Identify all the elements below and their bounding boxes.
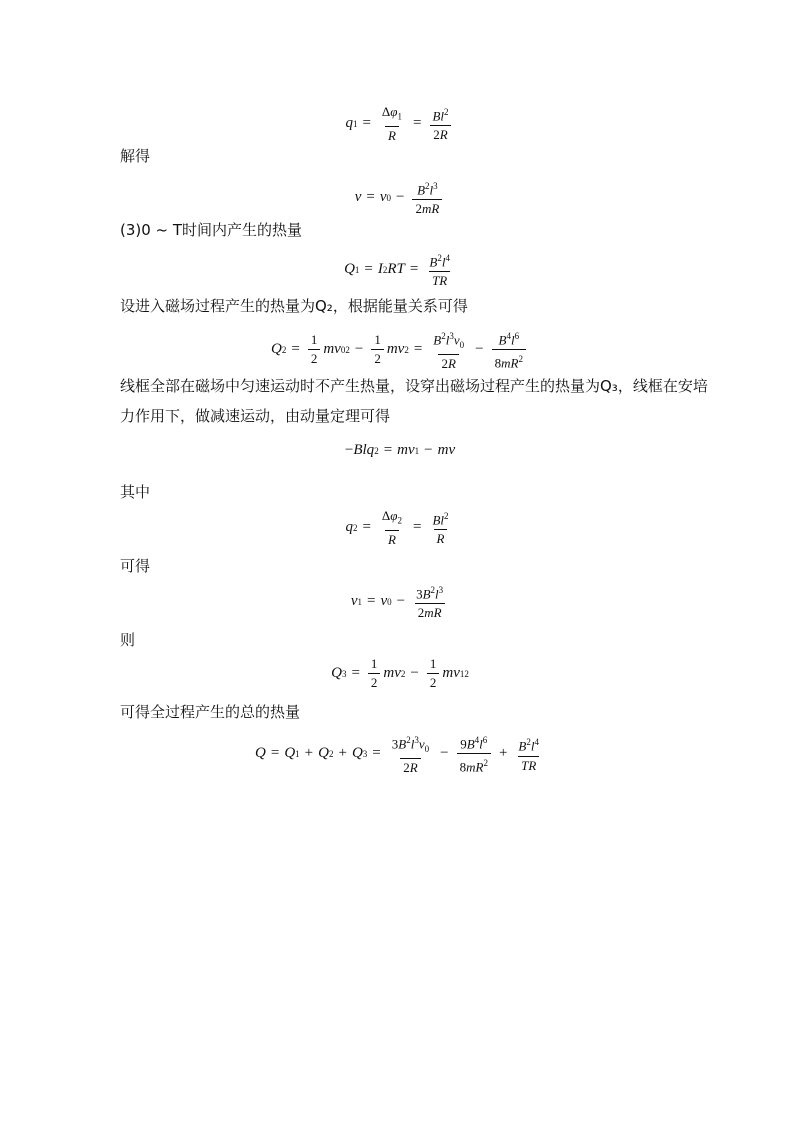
equation-Q3: Q 3 = $\frac{1}{2}$ mv 2 − $\frac{1}{2}$ mv 1 2 xyxy=(331,656,469,690)
equation-momentum: − Blq 2 = mv 1 − mv xyxy=(344,442,456,458)
equation-q1: q 1 = $\frac{\Delta\varphi_1}{R}$ = $\frac{Bl^2}{2R}$ xyxy=(0,104,800,144)
equation-v1: v 1 = v 0 − $\frac{3B^2l^3}{2mR}$ xyxy=(350,585,444,621)
text-inside-line1: 线框全部在磁场中匀速运动时不产生热量，设穿出磁场过程产生的热量为Q₃，线框在安培 xyxy=(120,377,708,395)
text-ze: 则 xyxy=(120,631,136,649)
text-part3: (3)0 ~ T时间内产生的热量 xyxy=(120,221,303,239)
text-jiede: 解得 xyxy=(120,147,151,165)
text-kede: 可得 xyxy=(120,557,151,575)
equation-Q-total: Q = Q 1 + Q 2 + Q 3 = $\frac{3B^2l^3v_0}{2R}$ − $\frac{9B^4l^6}{8mR^2}$ + $\frac{B^2l^4}{TR}$ xyxy=(255,735,539,775)
equation-v: v = v 0 − $\frac{B^2l^3}{2mR}$ xyxy=(0,178,800,217)
text-total: 可得全过程产生的总的热量 xyxy=(120,703,301,721)
text-inside-line2: 力作用下，做减速运动，由动量定理可得 xyxy=(120,407,391,425)
equation-q2: q 2 = $\frac{\Delta\varphi_2}{R}$ = $\frac{Bl^2}{R}$ xyxy=(345,508,449,547)
text-enter-heat: 设进入磁场过程产生的热量为Q₂，根据能量关系可得 xyxy=(120,297,468,315)
equation-Q2: Q 2 = $\frac{1}{2}$ mv 0 2 − $\frac{1}{2}$ mv 2 = $\frac{B^2l^3v_0}{2R}$ − $\frac{B^4l^6}{8mR^2}$ xyxy=(0,328,800,372)
text-qizhong: 其中 xyxy=(120,483,151,501)
equation-Q1: Q 1 = I 2 RT = $\frac{B^2l^4}{TR}$ xyxy=(344,253,450,289)
